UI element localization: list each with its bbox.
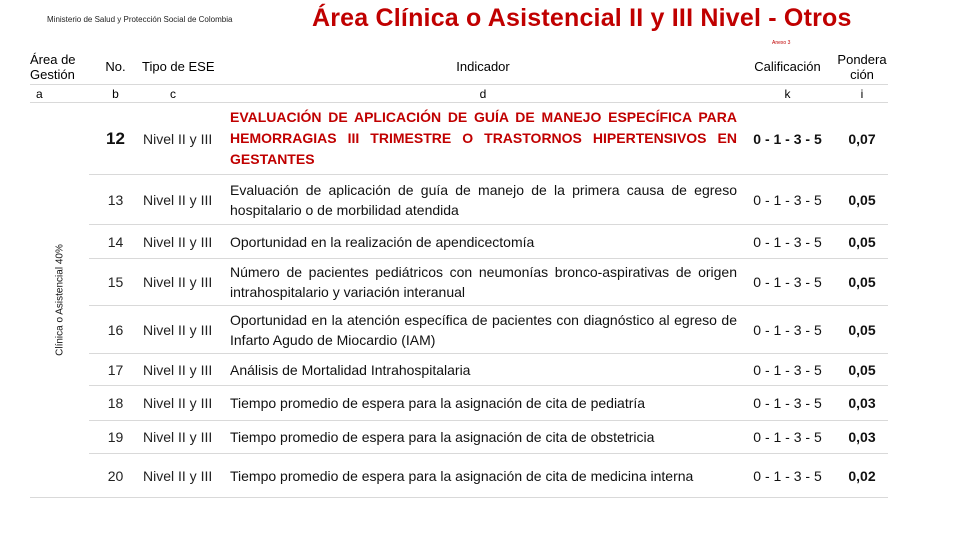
annex-label: Anexo 3 [772, 40, 791, 46]
row-indicator: Número de pacientes pediátricos con neumonías bronco-aspirativas de origen intrahospitalario y variación interanual [227, 259, 739, 306]
table-row [30, 454, 888, 498]
row-rating: 0 - 1 - 3 - 5 [739, 225, 836, 259]
table-row [30, 421, 888, 454]
indicators-table [30, 49, 888, 498]
row-type: Nivel II y III [142, 175, 227, 225]
row-number: 19 [89, 421, 142, 454]
row-weight: 0,05 [836, 259, 888, 306]
table-row [30, 259, 888, 306]
table-row [30, 354, 888, 386]
column-header-area: Área de Gestión [30, 49, 89, 85]
area-label: Clínica o Asistencial 40% [54, 244, 65, 356]
row-rating: 0 - 1 - 3 - 5 [739, 306, 836, 354]
ministry-name: Ministerio de Salud y Protección Social de Colombia [47, 15, 233, 24]
row-type: Nivel II y III [142, 421, 227, 454]
row-type: Nivel II y III [142, 259, 227, 306]
row-rating: 0 - 1 - 3 - 5 [739, 421, 836, 454]
column-letter-weight: i [836, 85, 888, 103]
row-type: Nivel II y III [142, 306, 227, 354]
row-number: 15 [89, 259, 142, 306]
row-weight: 0,07 [836, 103, 888, 175]
table-row [30, 225, 888, 259]
row-number: 17 [89, 354, 142, 386]
row-rating: 0 - 1 - 3 - 5 [739, 259, 836, 306]
row-type: Nivel II y III [142, 225, 227, 259]
row-rating: 0 - 1 - 3 - 5 [739, 103, 836, 175]
column-letter-type: c [142, 85, 227, 103]
column-letter-no: b [89, 85, 142, 103]
row-indicator: Análisis de Mortalidad Intrahospitalaria [227, 354, 739, 386]
table-row [30, 103, 888, 175]
row-weight: 0,03 [836, 421, 888, 454]
row-rating: 0 - 1 - 3 - 5 [739, 175, 836, 225]
row-indicator: Oportunidad en la atención específica de pacientes con diagnóstico al egreso de Infarto Agudo de Miocardio (IAM) [227, 306, 739, 354]
row-indicator: Tiempo promedio de espera para la asignación de cita de obstetricia [227, 421, 739, 454]
row-rating: 0 - 1 - 3 - 5 [739, 354, 836, 386]
row-number: 20 [89, 454, 142, 498]
row-weight: 0,05 [836, 225, 888, 259]
row-rating: 0 - 1 - 3 - 5 [739, 454, 836, 498]
page-title: Área Clínica o Asistencial II y III Nivel - Otros [312, 4, 852, 32]
table-row [30, 386, 888, 421]
area-cell [30, 103, 89, 498]
row-type: Nivel II y III [142, 454, 227, 498]
row-indicator: EVALUACIÓN DE APLICACIÓN DE GUÍA DE MANEJO ESPECÍFICA PARA HEMORRAGIAS III TRIMESTRE O TRASTORNOS HIPERTENSIVOS EN GESTANTES [227, 103, 739, 175]
column-header-indicator: Indicador [227, 49, 739, 85]
row-indicator: Oportunidad en la realización de apendicectomía [227, 225, 739, 259]
column-header-no: No. [89, 49, 142, 85]
row-weight: 0,05 [836, 354, 888, 386]
row-type: Nivel II y III [142, 386, 227, 421]
column-header-type: Tipo de ESE [142, 49, 227, 85]
row-weight: 0,05 [836, 306, 888, 354]
row-indicator: Tiempo promedio de espera para la asignación de cita de medicina interna [227, 454, 739, 498]
row-type: Nivel II y III [142, 354, 227, 386]
column-letter-rating: k [739, 85, 836, 103]
table-row [30, 306, 888, 354]
row-indicator: Evaluación de aplicación de guía de manejo de la primera causa de egreso hospitalario o de morbilidad atendida [227, 175, 739, 225]
row-number: 13 [89, 175, 142, 225]
row-rating: 0 - 1 - 3 - 5 [739, 386, 836, 421]
row-number: 16 [89, 306, 142, 354]
column-letter-indicator: d [227, 85, 739, 103]
row-weight: 0,03 [836, 386, 888, 421]
row-number: 12 [89, 103, 142, 175]
row-weight: 0,02 [836, 454, 888, 498]
table-row [30, 175, 888, 225]
row-number: 18 [89, 386, 142, 421]
row-indicator: Tiempo promedio de espera para la asignación de cita de pediatría [227, 386, 739, 421]
row-weight: 0,05 [836, 175, 888, 225]
row-type: Nivel II y III [142, 103, 227, 175]
column-header-rating: Calificación [739, 49, 836, 85]
column-header-weight: Ponderación [836, 49, 888, 85]
column-letter-area: a [30, 85, 89, 103]
row-number: 14 [89, 225, 142, 259]
